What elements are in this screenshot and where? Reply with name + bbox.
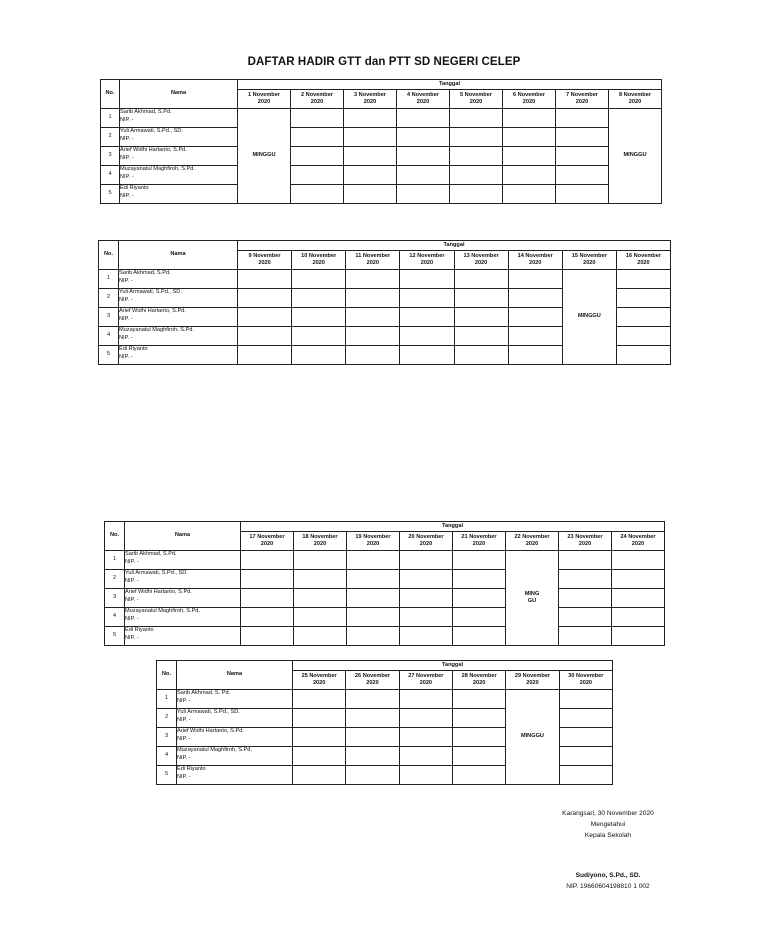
attendance-cell[interactable] [450, 109, 503, 128]
date-header: 24 November 2020 [612, 532, 665, 551]
staff-name-cell: Arief Widhi Hartanto, S.Pd. NIP. - [125, 589, 241, 608]
signer-name: Sudiyono, S.Pd., SD. [575, 872, 641, 879]
staff-name-cell: Edi Riyanto NIP. - [120, 185, 238, 204]
row-number: 4 [99, 327, 119, 346]
attendance-cell[interactable] [400, 308, 454, 327]
date-header: 21 November 2020 [453, 532, 506, 551]
row-number: 5 [99, 346, 119, 365]
attendance-cell[interactable] [293, 709, 346, 728]
attendance-cell[interactable] [294, 608, 347, 627]
attendance-cell[interactable] [612, 589, 665, 608]
attendance-cell[interactable] [399, 766, 452, 785]
attendance-cell[interactable] [347, 589, 400, 608]
sunday-cell: MINGGU [562, 270, 616, 365]
staff-name-cell: Sarib Akhmad, S.Pd. NIP. - [125, 551, 241, 570]
staff-name-cell: Sarib Akhmad, S.Pd. NIP. - [119, 270, 238, 289]
attendance-cell[interactable] [291, 128, 344, 147]
attendance-cell[interactable] [556, 109, 609, 128]
attendance-cell[interactable] [344, 128, 397, 147]
attendance-cell[interactable] [291, 166, 344, 185]
attendance-cell[interactable] [346, 270, 400, 289]
attendance-cell[interactable] [616, 308, 670, 327]
attendance-cell[interactable] [397, 147, 450, 166]
attendance-cell[interactable] [450, 147, 503, 166]
attendance-cell[interactable] [294, 570, 347, 589]
attendance-cell[interactable] [454, 327, 508, 346]
attendance-cell[interactable] [344, 185, 397, 204]
header-tanggal: Tanggal [241, 522, 665, 532]
attendance-cell[interactable] [344, 166, 397, 185]
attendance-cell[interactable] [508, 308, 562, 327]
attendance-cell[interactable] [346, 308, 400, 327]
attendance-cell[interactable] [508, 346, 562, 365]
row-number: 2 [157, 709, 177, 728]
attendance-cell[interactable] [238, 289, 292, 308]
row-number: 4 [101, 166, 120, 185]
attendance-cell[interactable] [400, 270, 454, 289]
date-header: 14 November 2020 [508, 251, 562, 270]
staff-name-cell: Yuli Armawati, S.Pd., SD. NIP. - [119, 289, 238, 308]
date-header: 26 November 2020 [346, 671, 399, 690]
date-header: 17 November 2020 [241, 532, 294, 551]
signature-place-date: Karangsari, 30 November 2020 [562, 810, 654, 817]
attendance-table-week-3 [104, 521, 665, 646]
attendance-cell[interactable] [453, 627, 506, 646]
attendance-cell[interactable] [291, 147, 344, 166]
staff-name-cell: Muzayanatul Maghfiroh, S.Pd. NIP. - [177, 747, 293, 766]
date-header: 5 November 2020 [450, 90, 503, 109]
date-header: 22 November 2020 [506, 532, 559, 551]
attendance-cell[interactable] [291, 109, 344, 128]
row-number: 5 [157, 766, 177, 785]
signature-signer [538, 870, 678, 892]
attendance-cell[interactable] [400, 570, 453, 589]
attendance-cell[interactable] [292, 289, 346, 308]
attendance-cell[interactable] [347, 551, 400, 570]
attendance-cell[interactable] [452, 690, 505, 709]
attendance-cell[interactable] [241, 589, 294, 608]
attendance-cell[interactable] [508, 327, 562, 346]
row-number: 1 [105, 551, 125, 570]
attendance-cell[interactable] [559, 690, 612, 709]
staff-name-cell: Edi Riyanto NIP. - [177, 766, 293, 785]
attendance-cell[interactable] [559, 728, 612, 747]
attendance-cell[interactable] [452, 747, 505, 766]
attendance-cell[interactable] [294, 627, 347, 646]
date-header: 4 November 2020 [397, 90, 450, 109]
date-header: 13 November 2020 [454, 251, 508, 270]
attendance-cell[interactable] [503, 147, 556, 166]
attendance-table-week-4 [156, 660, 613, 785]
attendance-cell[interactable] [294, 589, 347, 608]
document-title: DAFTAR HADIR GTT dan PTT SD NEGERI CELEP [247, 56, 521, 68]
date-header: 11 November 2020 [346, 251, 400, 270]
header-no: No. [101, 80, 120, 109]
attendance-cell[interactable] [559, 551, 612, 570]
attendance-cell[interactable] [556, 147, 609, 166]
attendance-cell[interactable] [399, 709, 452, 728]
attendance-cell[interactable] [453, 589, 506, 608]
attendance-cell[interactable] [559, 747, 612, 766]
date-header: 6 November 2020 [503, 90, 556, 109]
attendance-table-week-1 [100, 79, 662, 204]
attendance-cell[interactable] [399, 747, 452, 766]
attendance-cell[interactable] [346, 289, 400, 308]
attendance-cell[interactable] [344, 147, 397, 166]
attendance-cell[interactable] [292, 327, 346, 346]
attendance-cell[interactable] [452, 766, 505, 785]
staff-name-cell: Muzayanatul Maghfiroh, S.Pd. NIP. - [125, 608, 241, 627]
attendance-cell[interactable] [508, 289, 562, 308]
attendance-cell[interactable] [450, 185, 503, 204]
attendance-cell[interactable] [450, 166, 503, 185]
attendance-cell[interactable] [559, 709, 612, 728]
attendance-cell[interactable] [453, 551, 506, 570]
date-header: 20 November 2020 [400, 532, 453, 551]
attendance-cell[interactable] [346, 690, 399, 709]
attendance-cell[interactable] [292, 270, 346, 289]
attendance-cell[interactable] [346, 327, 400, 346]
signer-nip: NIP. 19660604198810 1 002 [566, 883, 650, 890]
attendance-cell[interactable] [616, 270, 670, 289]
header-tanggal: Tanggal [293, 661, 613, 671]
attendance-cell[interactable] [559, 627, 612, 646]
date-header: 15 November 2020 [562, 251, 616, 270]
attendance-cell[interactable] [400, 589, 453, 608]
attendance-cell[interactable] [508, 270, 562, 289]
header-tanggal: Tanggal [238, 241, 671, 251]
attendance-cell[interactable] [556, 128, 609, 147]
attendance-cell[interactable] [453, 570, 506, 589]
attendance-cell[interactable] [292, 346, 346, 365]
header-nama: Nama [119, 241, 238, 270]
attendance-cell[interactable] [241, 570, 294, 589]
attendance-cell[interactable] [616, 327, 670, 346]
row-number: 2 [105, 570, 125, 589]
header-no: No. [157, 661, 177, 690]
attendance-cell[interactable] [454, 308, 508, 327]
date-header: 3 November 2020 [344, 90, 397, 109]
row-number: 2 [99, 289, 119, 308]
row-number: 3 [99, 308, 119, 327]
row-number: 1 [157, 690, 177, 709]
attendance-cell[interactable] [400, 608, 453, 627]
attendance-cell[interactable] [612, 551, 665, 570]
signature-position: Kepala Sekolah [584, 832, 632, 839]
date-header: 27 November 2020 [399, 671, 452, 690]
attendance-cell[interactable] [241, 608, 294, 627]
staff-name-cell: Sarib Akhmad, S.Pd. NIP. - [120, 109, 238, 128]
date-header: 25 November 2020 [293, 671, 346, 690]
attendance-cell[interactable] [559, 608, 612, 627]
header-nama: Nama [125, 522, 241, 551]
attendance-cell[interactable] [344, 109, 397, 128]
date-header: 8 November 2020 [609, 90, 662, 109]
row-number: 1 [99, 270, 119, 289]
signature-acknowledge: Mengetahui [590, 821, 626, 828]
date-header: 16 November 2020 [616, 251, 670, 270]
attendance-cell[interactable] [450, 128, 503, 147]
date-header: 23 November 2020 [559, 532, 612, 551]
attendance-cell[interactable] [347, 608, 400, 627]
staff-name-cell: Sarib Akhmad, S. Pd. NIP. - [177, 690, 293, 709]
date-header: 10 November 2020 [292, 251, 346, 270]
staff-name-cell: Muzayanatul Maghfiroh, S.Pd. NIP. - [120, 166, 238, 185]
attendance-cell[interactable] [293, 728, 346, 747]
attendance-cell[interactable] [238, 270, 292, 289]
attendance-cell[interactable] [291, 185, 344, 204]
row-number: 3 [157, 728, 177, 747]
attendance-cell[interactable] [238, 327, 292, 346]
row-number: 5 [101, 185, 120, 204]
attendance-cell[interactable] [559, 589, 612, 608]
attendance-cell[interactable] [346, 346, 400, 365]
date-header: 12 November 2020 [400, 251, 454, 270]
attendance-cell[interactable] [400, 327, 454, 346]
staff-name-cell: Arief Widhi Hartanto, S.Pd. NIP. - [120, 147, 238, 166]
attendance-cell[interactable] [346, 728, 399, 747]
staff-name-cell: Muzayanatul Maghfiroh, S.Pd. NIP. - [119, 327, 238, 346]
attendance-cell[interactable] [503, 185, 556, 204]
attendance-cell[interactable] [503, 109, 556, 128]
attendance-table-week-2 [98, 240, 671, 365]
staff-name-cell: Yuli Armawati, S.Pd., SD. NIP. - [125, 570, 241, 589]
staff-name-cell: Arief Widhi Hartanto, S.Pd. NIP. - [177, 728, 293, 747]
staff-name-cell: Edi Riyanto NIP. - [125, 627, 241, 646]
header-nama: Nama [120, 80, 238, 109]
attendance-cell[interactable] [399, 690, 452, 709]
header-tanggal: Tanggal [238, 80, 662, 90]
staff-name-cell: Arief Widhi Hartanto, S.Pd. NIP. - [119, 308, 238, 327]
attendance-cell[interactable] [559, 570, 612, 589]
attendance-cell[interactable] [241, 551, 294, 570]
attendance-cell[interactable] [347, 627, 400, 646]
date-header: 28 November 2020 [452, 671, 505, 690]
staff-name-cell: Yuli Armawati, S.Pd., SD. NIP. - [177, 709, 293, 728]
attendance-cell[interactable] [399, 728, 452, 747]
attendance-cell[interactable] [400, 346, 454, 365]
attendance-cell[interactable] [238, 308, 292, 327]
attendance-cell[interactable] [397, 166, 450, 185]
date-header: 1 November 2020 [238, 90, 291, 109]
date-header: 18 November 2020 [294, 532, 347, 551]
attendance-cell[interactable] [616, 289, 670, 308]
date-header: 2 November 2020 [291, 90, 344, 109]
attendance-cell[interactable] [294, 551, 347, 570]
attendance-cell[interactable] [612, 570, 665, 589]
attendance-cell[interactable] [346, 709, 399, 728]
row-number: 1 [101, 109, 120, 128]
attendance-cell[interactable] [454, 270, 508, 289]
date-header: 29 November 2020 [506, 671, 559, 690]
attendance-cell[interactable] [612, 608, 665, 627]
attendance-cell[interactable] [238, 346, 292, 365]
row-number: 3 [105, 589, 125, 608]
attendance-cell[interactable] [452, 728, 505, 747]
attendance-cell[interactable] [293, 766, 346, 785]
row-number: 4 [105, 608, 125, 627]
date-header: 30 November 2020 [559, 671, 612, 690]
staff-name-cell: Yuli Armawati, S.Pd., SD. NIP. - [120, 128, 238, 147]
attendance-cell[interactable] [397, 109, 450, 128]
attendance-cell[interactable] [400, 627, 453, 646]
attendance-cell[interactable] [293, 747, 346, 766]
attendance-cell[interactable] [346, 747, 399, 766]
date-header: 9 November 2020 [238, 251, 292, 270]
header-nama: Nama [177, 661, 293, 690]
attendance-cell[interactable] [454, 346, 508, 365]
attendance-cell[interactable] [503, 166, 556, 185]
attendance-cell[interactable] [397, 128, 450, 147]
attendance-cell[interactable] [346, 766, 399, 785]
attendance-cell[interactable] [347, 570, 400, 589]
attendance-cell[interactable] [400, 289, 454, 308]
attendance-cell[interactable] [292, 308, 346, 327]
attendance-cell[interactable] [556, 185, 609, 204]
sunday-cell: MINGGU [506, 690, 559, 785]
sunday-cell: MINGGU [238, 109, 291, 204]
date-header: 19 November 2020 [347, 532, 400, 551]
attendance-cell[interactable] [559, 766, 612, 785]
attendance-cell[interactable] [452, 709, 505, 728]
attendance-cell[interactable] [612, 627, 665, 646]
attendance-cell[interactable] [503, 128, 556, 147]
attendance-cell[interactable] [556, 166, 609, 185]
sunday-cell: MINGGU [609, 109, 662, 204]
attendance-cell[interactable] [616, 346, 670, 365]
attendance-cell[interactable] [454, 289, 508, 308]
row-number: 5 [105, 627, 125, 646]
row-number: 4 [157, 747, 177, 766]
row-number: 3 [101, 147, 120, 166]
row-number: 2 [101, 128, 120, 147]
attendance-cell[interactable] [400, 551, 453, 570]
sunday-cell: MING GU [506, 551, 559, 646]
header-no: No. [99, 241, 119, 270]
signature-block [538, 808, 678, 841]
attendance-cell[interactable] [241, 627, 294, 646]
attendance-cell[interactable] [397, 185, 450, 204]
date-header: 7 November 2020 [556, 90, 609, 109]
attendance-cell[interactable] [453, 608, 506, 627]
header-no: No. [105, 522, 125, 551]
attendance-cell[interactable] [293, 690, 346, 709]
staff-name-cell: Edi Riyanto NIP. - [119, 346, 238, 365]
